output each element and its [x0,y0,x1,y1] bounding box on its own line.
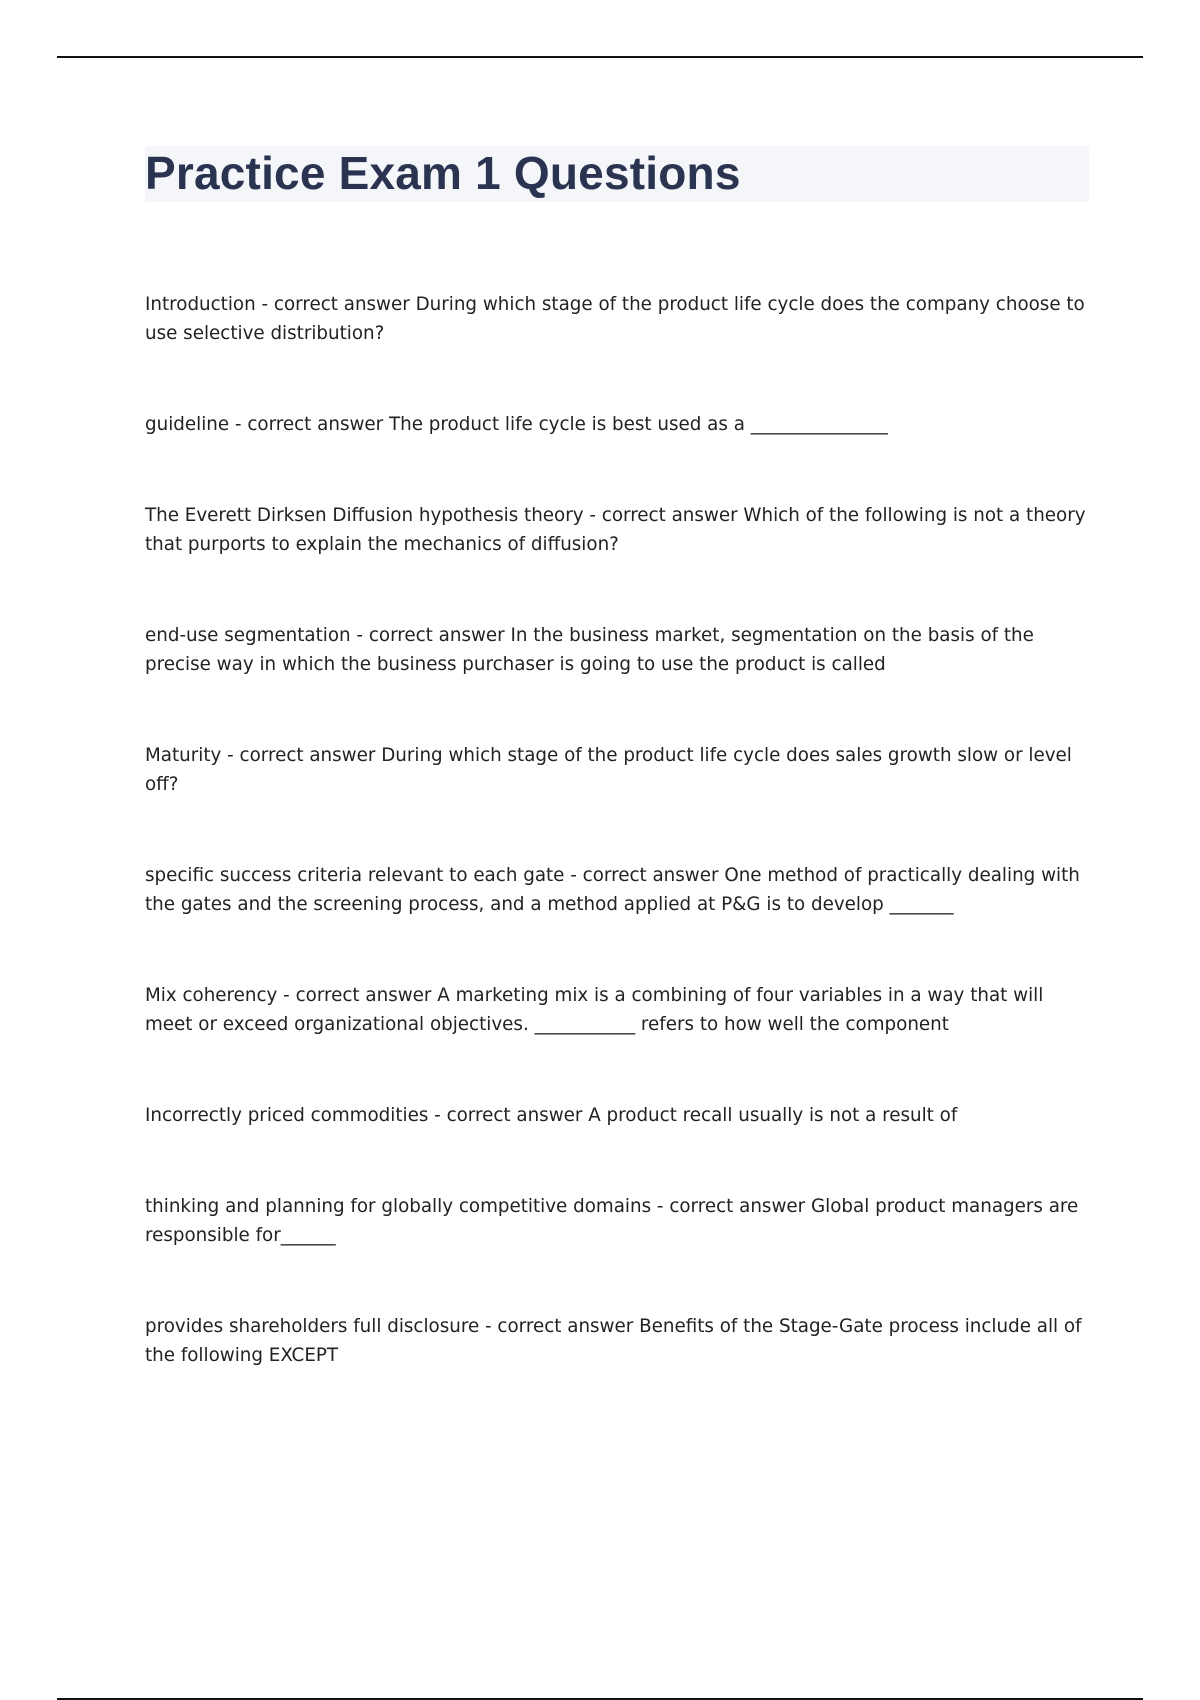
qa-item: The Everett Dirksen Diffusion hypothesis theory - correct answer Which of the following is not a theory that purports to explain the mechanics of diffusion? [145,505,1086,555]
qa-item: provides shareholders full disclosure - correct answer Benefits of the Stage-Gate process include all of the following EXCEPT [145,1316,1082,1366]
qa-item: Mix coherency - correct answer A marketing mix is a combining of four variables in a way that will meet or exceed organizational objectives. ___________ refers to how well the component [145,985,1044,1035]
top-rule [57,56,1143,58]
qa-item: Introduction - correct answer During which stage of the product life cycle does the company choose to use selective distribution? [145,294,1085,344]
qa-item: guideline - correct answer The product life cycle is best used as a _______________ [145,414,888,435]
qa-item: Incorrectly priced commodities - correct answer A product recall usually is not a result of [145,1105,958,1126]
page-title: Practice Exam 1 Questions [145,147,741,199]
qa-item: thinking and planning for globally competitive domains - correct answer Global product managers are responsible for______ [145,1196,1079,1246]
qa-item: specific success criteria relevant to each gate - correct answer One method of practically dealing with the gates and the screening process, and a method applied at P&G is to develop _______ [145,865,1080,915]
question-answer-list [145,290,1090,1432]
qa-item: Maturity - correct answer During which stage of the product life cycle does sales growth slow or level off? [145,745,1072,795]
qa-item: end-use segmentation - correct answer In the business market, segmentation on the basis of the precise way in which the business purchaser is going to use the product is called [145,625,1034,675]
